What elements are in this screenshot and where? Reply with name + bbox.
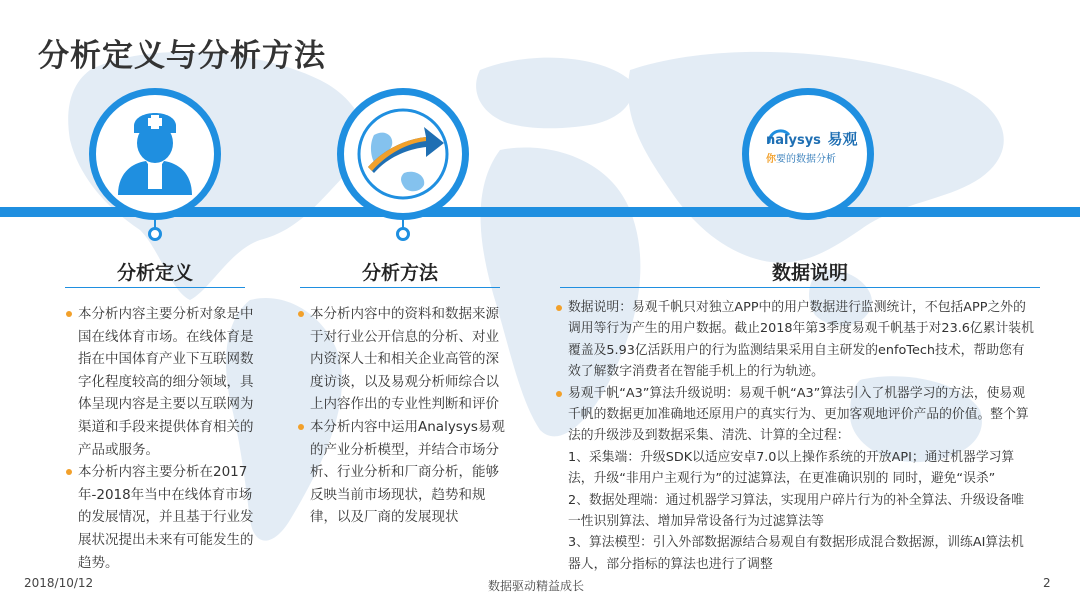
sub-list-item: 1、采集端：升级SDK以适应安卓7.0以上操作系统的开放API；通过机器学习算法，升级“非用户主观行为”的过滤算法，在更准确识别的 同时，避免“误杀”	[568, 449, 1015, 487]
column-heading-data-notes: 数据说明	[771, 262, 848, 284]
footer-slogan: 数据驱动精益成长	[488, 579, 585, 593]
footer-date: 2018/10/12	[24, 576, 94, 590]
heading-underline	[65, 287, 245, 288]
data-notes-text	[556, 297, 1034, 575]
page-number: 2	[1043, 576, 1051, 590]
list-item: 本分析内容主要分析在2017年-2018年当中在线体育市场的发展情况，并且基于行业发展状况提出未来有可能发生的趋势。	[66, 461, 262, 574]
logo-slogan-rest: 要的数据分析	[776, 154, 836, 165]
definition-icon-circle	[89, 88, 221, 220]
list-item: 本分析内容中运用Analysys易观的产业分析模型，并结合市场分析、行业分析和厂商分析，能够反映当前市场现状，趋势和规律，以及厂商的发展现状	[298, 416, 510, 529]
sub-list-item: 2、数据处理端：通过机器学习算法，实现用户碎片行为的补全算法、升级设备唯一性识别算法、增加异常设备行为过滤算法等	[568, 492, 1025, 530]
globe-arrow-icon	[344, 95, 462, 213]
heading-underline	[300, 287, 500, 288]
logo-slogan-highlight: 你	[766, 154, 776, 165]
nurse-icon	[96, 95, 214, 213]
definition-text	[66, 303, 262, 574]
pin-dot	[396, 227, 410, 241]
pin-dot	[148, 227, 162, 241]
sub-list-item: 3、算法模型：引入外部数据源结合易观自有数据形成混合数据源，训练AI算法机器人，部分指标的算法也进行了调整	[568, 535, 1024, 572]
heading-underline	[560, 287, 1040, 288]
logo-brand-en: nalysys	[766, 133, 821, 148]
list-item: 易观千帆“A3”算法升级说明：易观千帆“A3”算法引入了机器学习的方法，使易观千帆的数据更加准确地还原用户的真实行为、更加客观地评价产品的价值。整个算法的升级涉及到数据采集、清洗、计算的全过程：	[556, 383, 1034, 447]
list-item: 数据说明：易观千帆只对独立APP中的用户数据进行监测统计，不包括APP之外的调用等行为产生的用户数据。截止2018年第3季度易观千帆基于对23.6亿累计装机覆盖及5.93亿活跃用户的行为监测结果采用自主研发的enfoTech技术，帮助您有效了解数字消费者在智能手机上的行为轨迹。	[556, 297, 1034, 383]
column-heading-definition: 分析定义	[116, 262, 193, 284]
method-icon-circle	[337, 88, 469, 220]
list-item: 本分析内容中的资料和数据来源于对行业公开信息的分析、对业内资深人士和相关企业高管的深度访谈，以及易观分析师综合以上内容作出的专业性判断和评价	[298, 303, 510, 416]
list-item: 本分析内容主要分析对象是中国在线体育市场。在线体育是指在中国体育产业下互联网数字化程度较高的细分领域，具体呈现内容是主要以互联网为渠道和手段来提供体育相关的产品或服务。	[66, 303, 262, 461]
logo-brand-cn: 易观	[827, 130, 858, 148]
page-title: 分析定义与分析方法	[38, 38, 326, 74]
column-heading-method: 分析方法	[361, 262, 438, 284]
analysys-logo-text	[766, 128, 876, 165]
method-text	[298, 303, 510, 529]
